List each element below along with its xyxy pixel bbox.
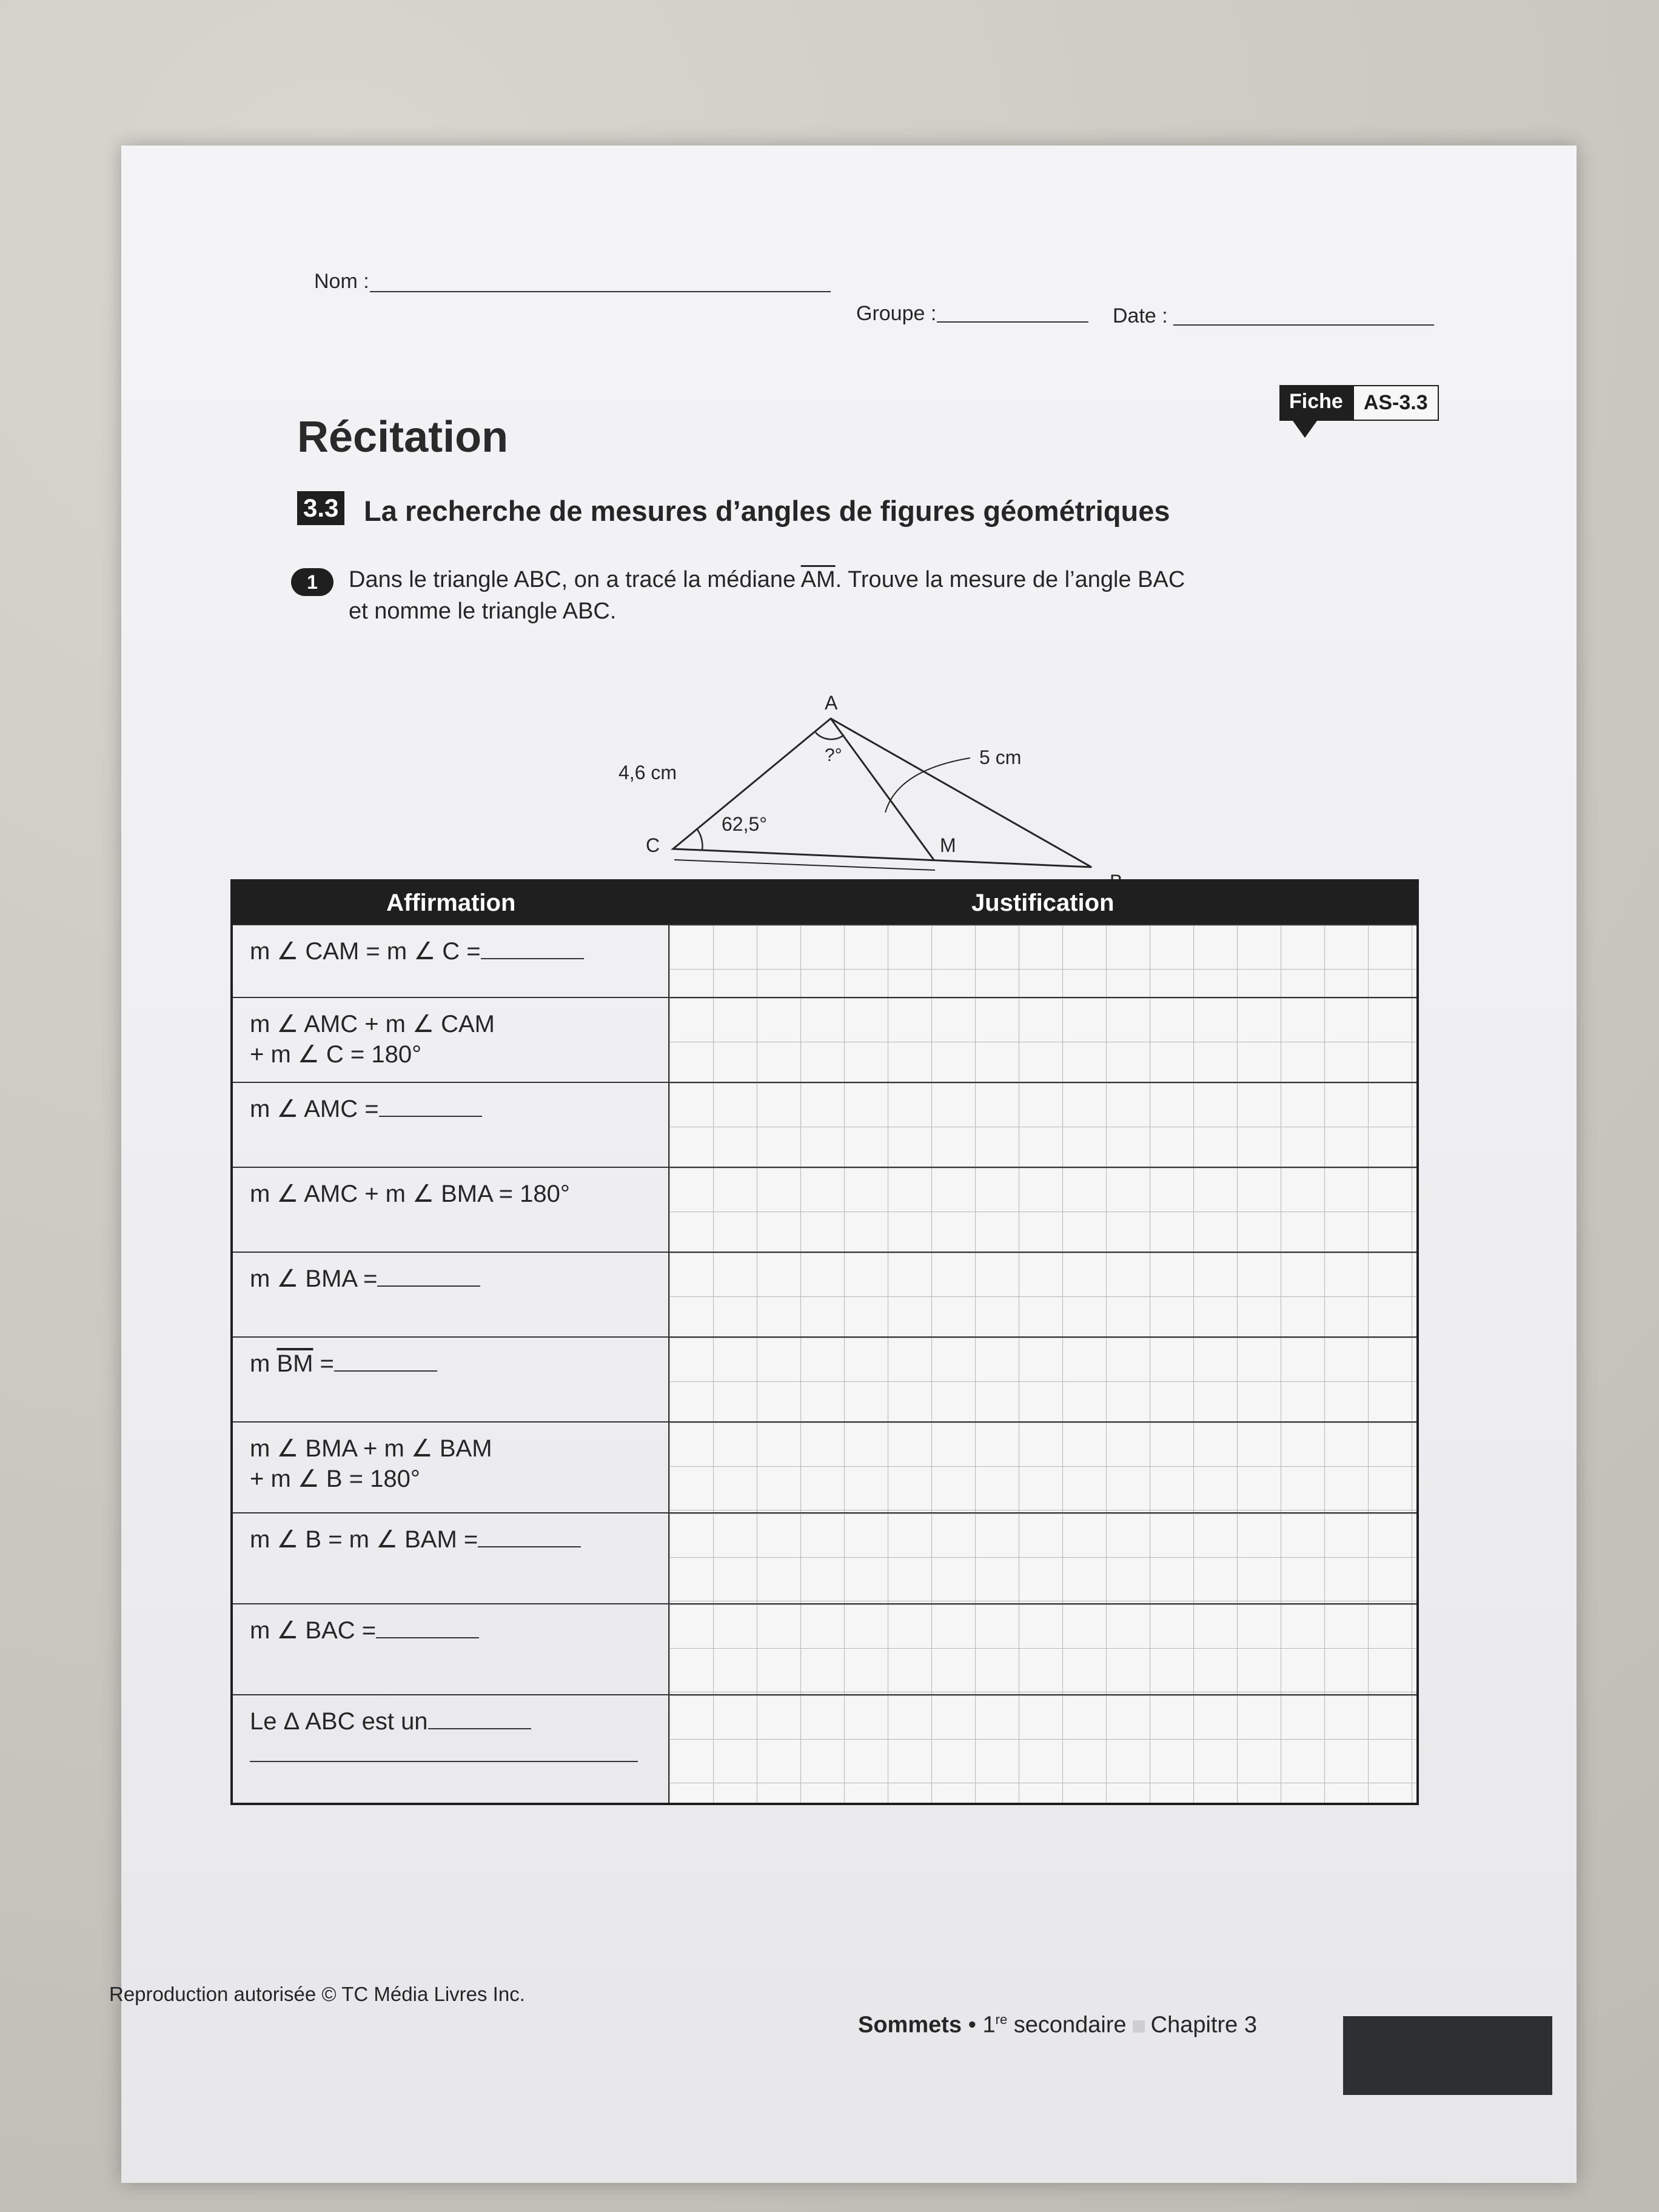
chapter: Chapitre 3: [1150, 2012, 1257, 2038]
affirmation-line1: m ∠ BMA =: [250, 1265, 378, 1292]
answer-blank[interactable]: [379, 1098, 482, 1117]
answer-blank-long[interactable]: [250, 1737, 638, 1762]
question-text-line2: et nomme le triangle ABC.: [349, 598, 617, 624]
affirmation-line1: m ∠ BMA + m ∠ BAM: [250, 1435, 492, 1462]
table-row: [232, 1337, 1418, 1422]
separator-square: [1133, 2020, 1145, 2033]
table-row: [232, 1082, 1418, 1167]
level-sup: re: [995, 2012, 1008, 2027]
question-number: 1: [291, 568, 333, 596]
justification-cell[interactable]: [669, 1695, 1418, 1804]
label-side-ac: 4,6 cm: [618, 762, 677, 783]
table-row: [232, 1604, 1418, 1695]
justification-cell[interactable]: [669, 925, 1418, 997]
table-row: [232, 1167, 1418, 1252]
affirmation-line1: m ∠ BAC =: [250, 1617, 377, 1644]
affirmation-cell: [232, 1082, 669, 1167]
question-text: [349, 564, 1501, 627]
justification-cell[interactable]: [669, 1513, 1418, 1604]
answer-blank[interactable]: [334, 1352, 437, 1372]
affirmation-line1: m ∠ AMC + m ∠ BMA = 180°: [250, 1181, 570, 1207]
table-row: [232, 1513, 1418, 1604]
affirmation-cell: [232, 1422, 669, 1513]
affirmation-cell: [232, 1513, 669, 1604]
proof-table: [230, 879, 1419, 1805]
nom-label: Nom :: [314, 270, 369, 293]
segment-am: $\overline{AM}$: [800, 567, 836, 592]
label-a: A: [825, 692, 838, 714]
justification-cell[interactable]: [669, 997, 1418, 1082]
segment-bm: $\overline{BM}$: [276, 1350, 313, 1377]
affirmation-line2: + m ∠ B = 180°: [250, 1466, 420, 1492]
justification-cell[interactable]: [669, 1082, 1418, 1167]
label-c: C: [646, 834, 660, 856]
affirmation-line1: m ∠ AMC =: [250, 1096, 379, 1122]
table-row: [232, 1252, 1418, 1337]
leader-am: [885, 758, 970, 813]
table-row: [232, 1422, 1418, 1513]
answer-blank[interactable]: [377, 1267, 480, 1287]
answer-blank[interactable]: [428, 1710, 531, 1729]
affirmation-cell: [232, 925, 669, 997]
date-label: Date :: [1113, 304, 1168, 327]
worksheet-page: [109, 146, 1577, 2183]
nom-field[interactable]: [370, 291, 831, 292]
question-text-part1: Dans le triangle ABC, on a tracé la médiane: [349, 567, 796, 592]
label-m: M: [940, 834, 956, 856]
section-title: La recherche de mesures d’angles de figures géométriques: [364, 495, 1170, 527]
affirmation-line2: + m ∠ C = 180°: [250, 1041, 422, 1068]
justification-cell[interactable]: [669, 1422, 1418, 1513]
justification-cell[interactable]: [669, 1337, 1418, 1422]
angle-c-arc: [697, 830, 702, 850]
dimension-cm: [674, 860, 935, 870]
question-text-part2: . Trouve la mesure de l’angle BAC: [835, 567, 1185, 592]
affirmation-cell: [232, 1337, 669, 1422]
level-num: 1: [982, 2012, 996, 2038]
justification-cell[interactable]: [669, 1252, 1418, 1337]
answer-blank[interactable]: [478, 1528, 581, 1547]
answer-blank[interactable]: [376, 1619, 479, 1638]
affirmation-line1: m ∠ B = m ∠ BAM =: [250, 1526, 478, 1553]
affirmation-line1: m ∠ AMC + m ∠ CAM: [250, 1011, 495, 1037]
book-reference: Sommets • 1re secondaire Chapitre 3: [858, 2012, 1257, 2038]
affirmation-line1: m ∠ CAM = m ∠ C =: [250, 938, 481, 965]
section-number: 3.3: [297, 491, 344, 525]
page-title: Récitation: [297, 413, 509, 461]
label-angle-c: 62,5°: [722, 813, 768, 835]
affirmation-cell: [232, 1252, 669, 1337]
fiche-label: Fiche: [1279, 385, 1353, 421]
copyright: Reproduction autorisée © TC Média Livres Inc.: [109, 1983, 525, 2005]
table-row: [232, 925, 1418, 997]
groupe-field[interactable]: [937, 321, 1088, 323]
affirmation-line1: m $\overline{BM}$ =: [250, 1350, 334, 1377]
table-row: [232, 1695, 1418, 1804]
level-text: secondaire: [1013, 2012, 1127, 2038]
affirmation-cell: [232, 997, 669, 1082]
answer-blank[interactable]: [481, 940, 584, 959]
date-field[interactable]: [1173, 324, 1434, 326]
fiche-tag: [1279, 385, 1439, 421]
page-number-block: [1343, 2016, 1552, 2095]
groupe-label: Groupe :: [856, 302, 937, 325]
affirmation-line1: Le Δ ABC est un: [250, 1708, 428, 1735]
series-name: Sommets: [858, 2012, 962, 2038]
affirmation-cell: [232, 1695, 669, 1804]
table-row: [232, 997, 1418, 1082]
median-am: [831, 719, 934, 860]
triangle-abc: [673, 719, 1091, 867]
fiche-code: AS-3.3: [1353, 385, 1439, 421]
affirmation-cell: [232, 1167, 669, 1252]
affirmation-cell: [232, 1604, 669, 1695]
label-angle-a: ?°: [825, 745, 842, 765]
column-header-affirmation: Affirmation: [232, 880, 669, 925]
label-side-am: 5 cm: [979, 746, 1022, 768]
column-header-justification: Justification: [669, 880, 1418, 925]
angle-a-arc: [816, 732, 844, 739]
justification-cell[interactable]: [669, 1604, 1418, 1695]
justification-cell[interactable]: [669, 1167, 1418, 1252]
